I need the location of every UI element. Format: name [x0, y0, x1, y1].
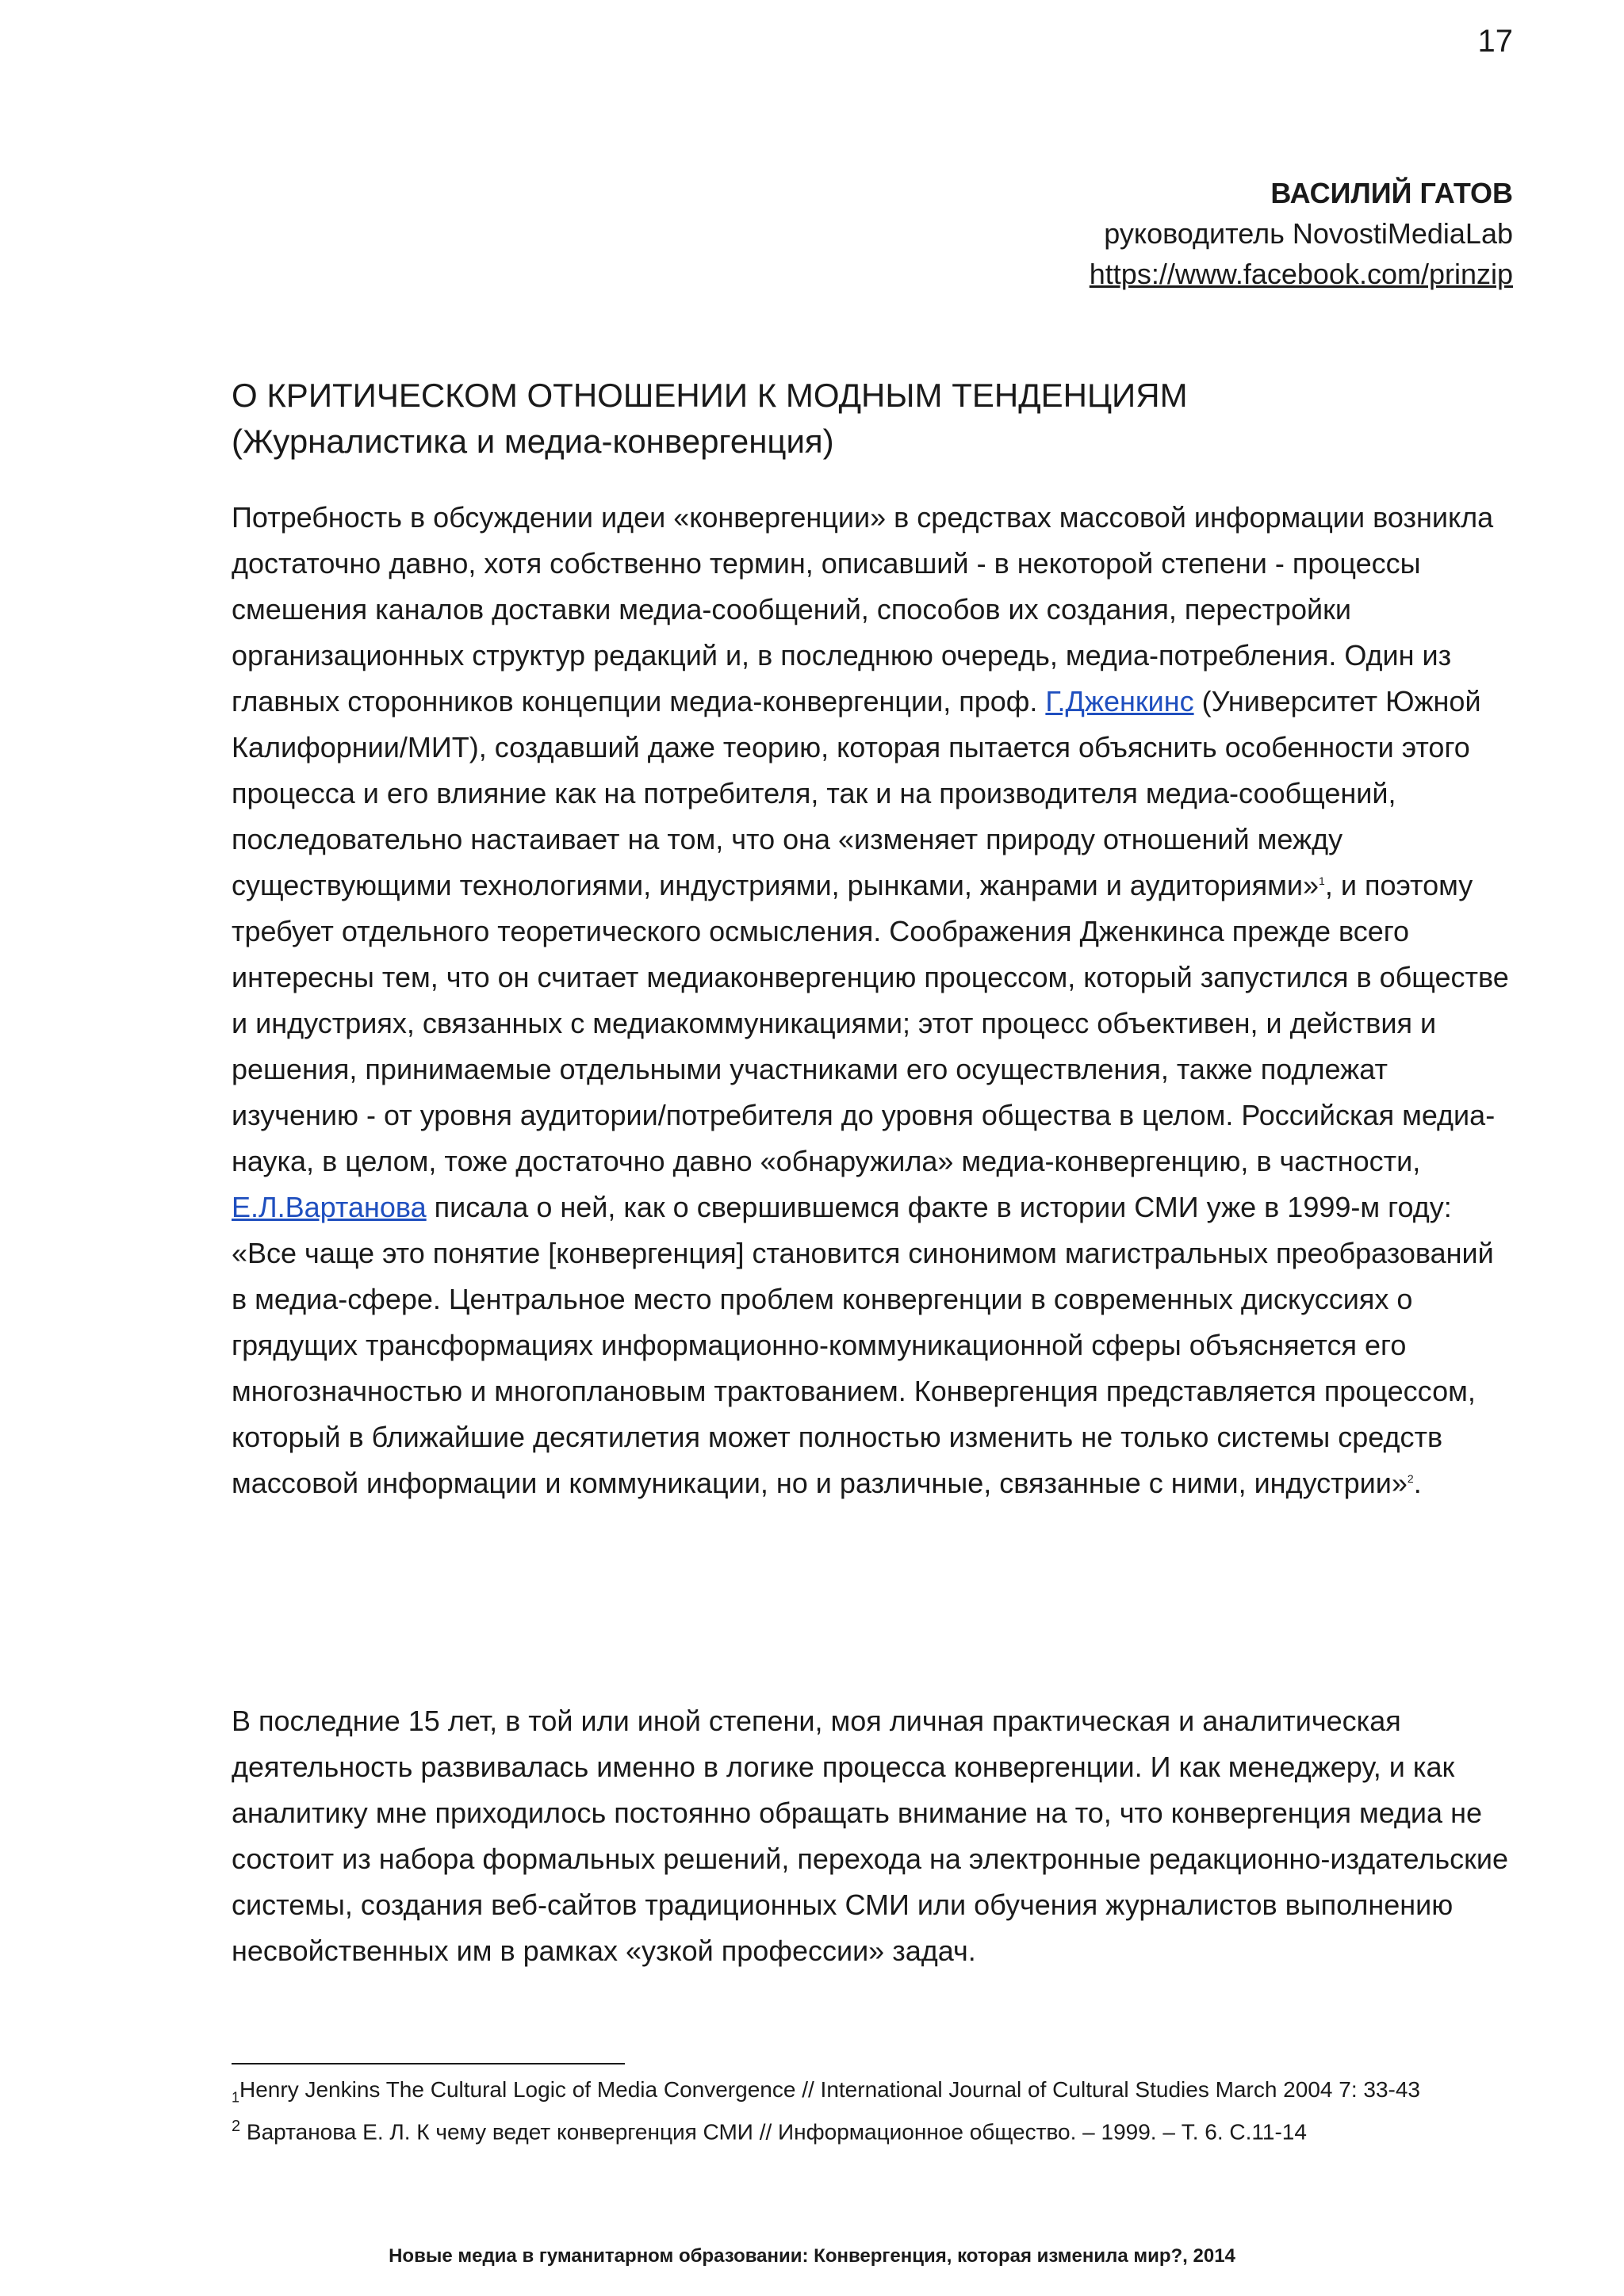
- paragraph-2-text: В последние 15 лет, в той или иной степени, моя личная практическая и аналитическая деятельность развивалась именно в логике процесса конвергенции. И как менеджеру, и как аналитику мне приходилось постоянно обращать внимание на то, что конвергенция медиа не состоит из набора формальных решений, перехода на электронные редакционно-издательские системы, создания веб-сайтов традиционных СМИ или обучения журналистов выполнению несвойственных им в рамках «узкой профессии» задач.: [232, 1705, 1508, 1967]
- author-position: руководитель NovostiMediaLab: [1104, 217, 1513, 250]
- footnote-ref-2[interactable]: 2: [1407, 1472, 1414, 1485]
- footnote-2-mark: 2: [232, 2117, 241, 2135]
- footnote-2-text: Вартанова Е. Л. К чему ведет конвергенция СМИ // Информационное общество. – 1999. – Т. 6. С.11-14: [240, 2118, 1307, 2144]
- footnote-divider: [232, 2063, 625, 2064]
- jenkins-link[interactable]: Г.Дженкинс: [1045, 685, 1194, 718]
- author-block: [1090, 173, 1513, 294]
- paragraph-1-text-c: , и поэтому требует отдельного теоретического осмысления. Соображения Дженкинса прежде всего интересны тем, что он считает медиаконвергенцию процессом, который запустился в обществе и индустриях, связанных с медиакоммуникациями; этот процесс объективен, и действия и решения, принимаемые отдельными участниками его осуществления, также подлежат изучению - от уровня аудитории/потребителя до уровня общества в целом. Российская медиа-наука, в целом, тоже достаточно давно «обнаружила» медиа-конвергенцию, в частности,: [232, 869, 1509, 1177]
- paragraph-1-text-a: Потребность в обсуждении идеи «конвергенции» в средствах массовой информации возникла достаточно давно, хотя собственно термин, описавший - в некоторой степени - процессы смешения каналов доставки медиа-сообщений, способов их создания, перестройки организационных структур редакций и, в последнюю очередь, медиа-потребления. Один из главных сторонников концепции медиа-конвергенции, проф.: [232, 501, 1494, 718]
- vartanova-link[interactable]: Е.Л.Вартанова: [232, 1191, 427, 1223]
- paragraph-1-text-b: (Университет Южной Калифорнии/МИТ), создавший даже теорию, которая пытается объяснить особенности этого процесса и его влияние как на потребителя, так и на производителя медиа-сообщений, последовательно настаивает на том, что она «изменяет природу отношений между существующими технологиями, индустриями, рынками, жанрами и аудиториями»: [232, 685, 1481, 901]
- title-line-1: О КРИТИЧЕСКОМ ОТНОШЕНИИ К МОДНЫМ ТЕНДЕНЦИЯМ: [232, 377, 1188, 414]
- paragraph-2: [232, 1698, 1516, 1974]
- author-name: ВАСИЛИЙ ГАТОВ: [1270, 177, 1513, 209]
- page-footer: Новые медиа в гуманитарном образовании: Конвергенция, которая изменила мир?, 2014: [389, 2245, 1235, 2267]
- paragraph-1-text-d: писала о ней, как о свершившемся факте в истории СМИ уже в 1999-м году: «Все чаще это понятие [конвергенция] становится синонимом магистральных преобразований в медиа-сфере. Центральное место проблем конвергенции в современных дискуссиях о грядущих трансформациях информационно-коммуникационной сферы объясняется его многозначностью и многоплановым трактованием. Конвергенция представляется процессом, который в ближайшие десятилетия может полностью изменить не только системы средств массовой информации и коммуникации, но и различные, связанные с ними, индустрии»: [232, 1191, 1494, 1499]
- article-title: [232, 373, 1516, 465]
- footnote-ref-1[interactable]: 1: [1319, 874, 1325, 887]
- author-facebook-link[interactable]: https://www.facebook.com/prinzip: [1089, 258, 1513, 290]
- footnote-1-text: Henry Jenkins The Cultural Logic of Media Convergence // International Journal of Cultural Studies March 2004 7: 33-43: [239, 2077, 1420, 2102]
- footnote-2: [232, 2112, 1516, 2146]
- paragraph-1-text-e: .: [1413, 1467, 1422, 1499]
- page-number: 17: [1477, 24, 1513, 59]
- footnotes: [232, 2076, 1516, 2146]
- footnote-1: [232, 2076, 1516, 2112]
- footnote-1-mark: 1: [232, 2089, 240, 2106]
- paragraph-1: [232, 495, 1516, 1506]
- title-line-2: (Журналистика и медиа-конвергенция): [232, 423, 834, 460]
